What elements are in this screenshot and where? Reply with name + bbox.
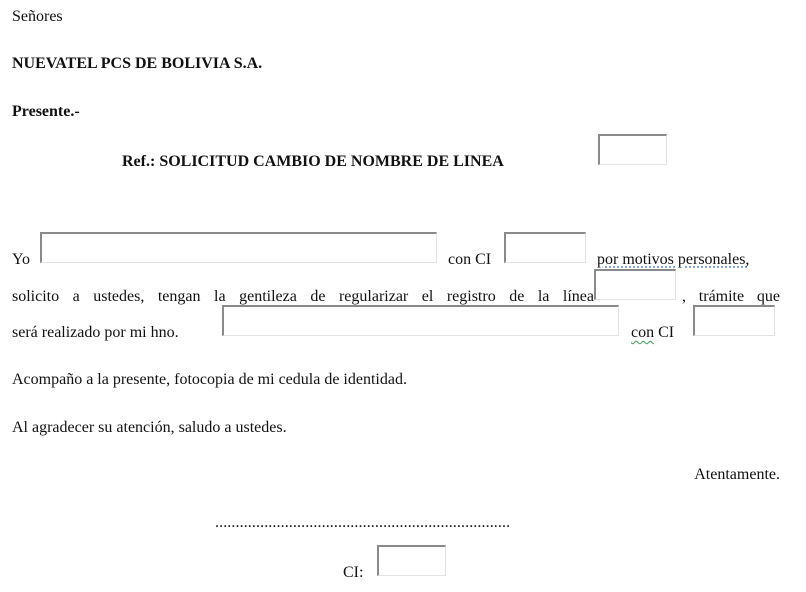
requester-ci-field[interactable] bbox=[504, 232, 586, 263]
con-ci-label: con CI bbox=[448, 251, 492, 268]
solicito-text: solicito a ustedes, tengan la gentileza de regularizar el registro de la línea bbox=[12, 288, 594, 305]
reference-number-field[interactable] bbox=[598, 134, 667, 165]
signature-ci-field[interactable] bbox=[377, 545, 446, 576]
line-number-field[interactable] bbox=[594, 269, 676, 300]
requester-name-field[interactable] bbox=[40, 232, 437, 263]
yo-label: Yo bbox=[12, 251, 30, 268]
presente: Presente.- bbox=[12, 103, 80, 120]
company-name: NUEVATEL PCS DE BOLIVIA S.A. bbox=[12, 55, 263, 72]
salutation: Señores bbox=[12, 8, 63, 25]
atentamente-text: Atentamente. bbox=[694, 466, 780, 483]
sera-text: será realizado por mi hno. bbox=[12, 324, 179, 341]
con-label bbox=[631, 324, 674, 342]
reference-title: Ref.: SOLICITUD CAMBIO DE NOMBRE DE LINEA bbox=[122, 153, 504, 170]
tramite-text: , trámite que bbox=[682, 288, 780, 305]
agradecer-text: Al agradecer su atención, saludo a ustedes. bbox=[12, 419, 287, 436]
signature-line: ........................................................................ bbox=[215, 514, 511, 531]
ci-word: CI bbox=[658, 324, 675, 341]
brother-name-field[interactable] bbox=[222, 305, 619, 336]
ci-label: CI: bbox=[343, 564, 364, 581]
acompano-text: Acompaño a la presente, fotocopia de mi cedula de identidad. bbox=[12, 371, 407, 388]
con-word: con bbox=[631, 324, 655, 341]
por-motivos-text: por motivos personales, bbox=[597, 251, 750, 268]
brother-ci-field[interactable] bbox=[693, 305, 775, 336]
